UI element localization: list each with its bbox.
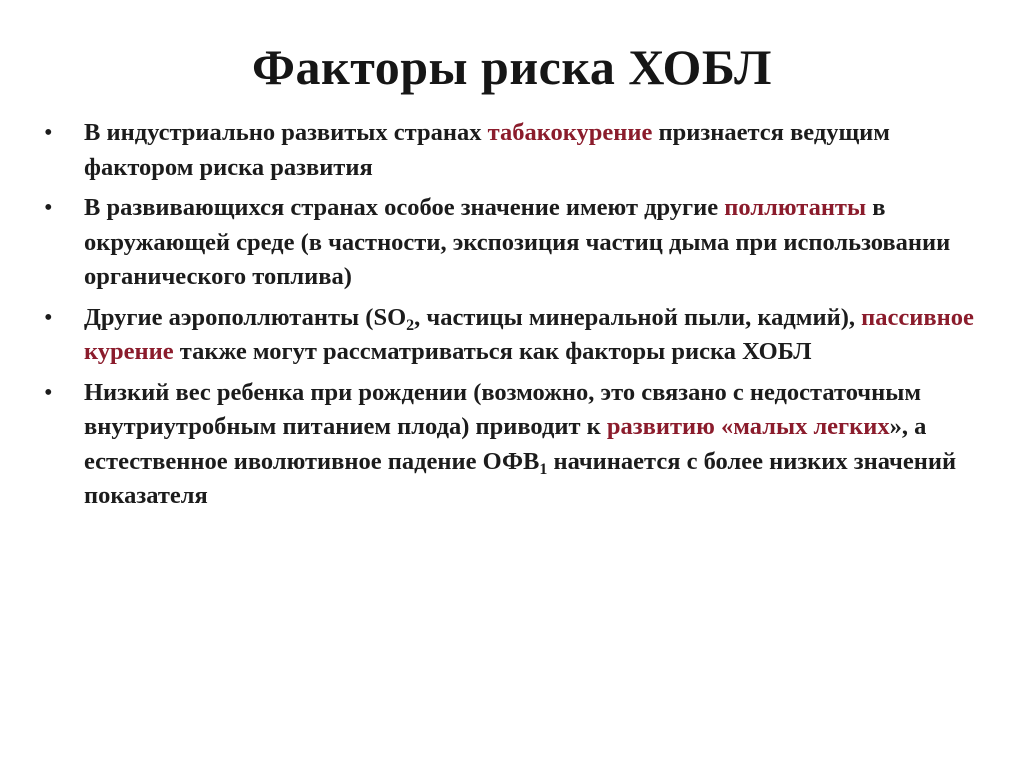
bullet-item-low-birth-weight	[44, 376, 1004, 514]
bullet-text: В индустриально развитых странах	[84, 119, 488, 146]
bullet-text: В развивающихся странах особое значение имеют другие	[84, 194, 725, 221]
bullet-text: Другие аэрополлютанты (SO	[84, 303, 407, 331]
bullet-text: начинается с более низких значений показателя	[84, 447, 957, 509]
bullet-marker: •	[44, 194, 53, 221]
bullet-item-air-pollutants	[44, 301, 1004, 370]
slide-title: Факторы риска ХОБЛ	[252, 39, 772, 95]
highlight-passive-smoking: пассивное курение	[84, 303, 974, 365]
bullet-marker: •	[44, 119, 53, 146]
bullet-list	[44, 116, 1004, 520]
bullet-text: », а естественное иволютивное падение ОФВ	[84, 413, 927, 475]
bullet-marker: •	[44, 378, 53, 406]
highlight-pollutants: поллютанты	[724, 194, 867, 221]
bullet-item-smoking	[44, 116, 1004, 185]
bullet-item-pollutants	[44, 191, 1004, 295]
highlight-smoking: табакокурение	[487, 119, 653, 146]
highlight-small-lungs: развитию «малых легких	[606, 413, 890, 440]
bullet-text: также могут рассматриваться как факторы риска ХОБЛ	[173, 338, 812, 365]
bullet-text: признается ведущим фактором риска развития	[84, 119, 890, 181]
bullet-text: в окружающей среде (в частности, экспозиция частиц дыма при использовании органического топлива)	[84, 194, 951, 290]
subscript: 1	[539, 460, 548, 478]
subscript: 2	[406, 316, 415, 334]
bullet-text: , частицы минеральной пыли, кадмий),	[414, 303, 862, 331]
bullet-text: Низкий вес ребенка при рождении (возможно, это связано с недостаточным внутриутробным питанием плода) приводит к	[84, 378, 922, 440]
bullet-marker: •	[44, 303, 53, 331]
